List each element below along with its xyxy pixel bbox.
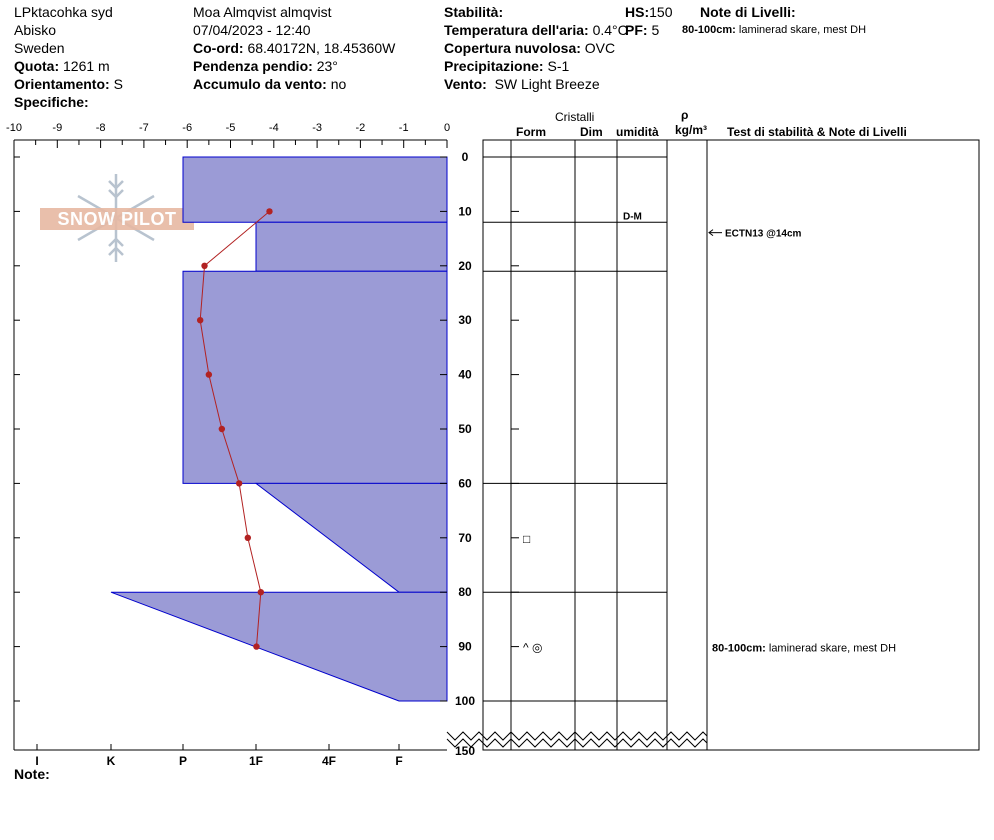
specifics-label: Specifiche:: [14, 94, 89, 110]
stability-test-label: ECTN13 @14cm: [725, 228, 802, 240]
depth-tick-label: 80: [458, 585, 472, 600]
hs-value: 150: [649, 4, 673, 20]
hardness-tick-label: 1F: [248, 754, 264, 768]
depth-tick-label: 30: [458, 313, 472, 328]
snowpilot-logo-text: SNOW PILOT: [40, 208, 194, 230]
temperature-point: [236, 480, 242, 486]
depth-tick-label: 90: [458, 639, 472, 654]
depth-tick-label: 10: [458, 204, 472, 219]
depth-tick-label: 60: [458, 476, 472, 491]
observer-name: Moa Almqvist almqvist: [193, 4, 332, 20]
aspect-value: S: [113, 76, 123, 92]
layer-note-range: 80-100cm:: [712, 642, 769, 655]
size-header: Dim: [580, 125, 603, 139]
layer-table-content: [523, 212, 896, 655]
depth-tick-label: 40: [458, 367, 472, 382]
wind-label: Vento:: [444, 76, 487, 92]
slope-value: 23°: [316, 58, 338, 74]
elevation-label: Quota:: [14, 58, 60, 74]
wind-value: SW Light Breeze: [494, 76, 600, 92]
depth-tick-label: 20: [458, 258, 472, 273]
temp-tick-label: -3: [312, 122, 322, 134]
hardness-ticks: [35, 744, 402, 768]
slope-label: Pendenza pendio:: [193, 58, 313, 74]
country-name: Sweden: [14, 40, 65, 56]
region-name: Abisko: [14, 22, 57, 38]
depth-bottom-label: 150: [454, 744, 476, 758]
layer-note: [712, 643, 896, 655]
hardness-tick-label: 4F: [321, 754, 337, 768]
hardness-layers: [111, 157, 447, 701]
temperature-point: [258, 589, 264, 595]
coord-value: 68.40172N, 18.45360W: [247, 40, 396, 56]
layer-notes-text: laminerad skare, mest DH: [738, 24, 867, 36]
hardness-layer-3: [256, 483, 447, 592]
layer-notes-label: Note di Livelli:: [700, 4, 796, 20]
hardness-tick-label: F: [395, 754, 403, 768]
density-header: kg/m³: [675, 123, 708, 137]
moisture-header: umidità: [616, 125, 659, 139]
temperature-point: [253, 643, 259, 649]
observation-datetime: 07/04/2023 - 12:40: [193, 22, 311, 38]
depth-break-zigzag-2: [447, 739, 707, 747]
cloud-value: OVC: [584, 40, 616, 56]
pf-label: PF:: [625, 22, 648, 38]
hardness-tick-label: K: [106, 754, 116, 768]
note-label: [14, 765, 50, 783]
temp-tick-label: -5: [225, 122, 236, 134]
temp-ticks: [6, 122, 450, 148]
hardness-layer-0: [183, 157, 447, 222]
cloud-label: Copertura nuvolosa:: [444, 40, 581, 56]
temp-tick-label: -4: [268, 122, 279, 134]
note-label-text: Note:: [14, 766, 50, 782]
crystals-header: Cristalli: [555, 110, 595, 124]
pf-value: 5: [651, 22, 660, 38]
grain-form-symbol: □: [523, 531, 531, 546]
air-temp-value: 0.4°C: [592, 22, 628, 38]
precip-value: S-1: [547, 58, 570, 74]
coord-label: Co-ord:: [193, 40, 244, 56]
depth-tick-label: 100: [454, 694, 476, 708]
wind-loading-label: Accumulo da vento:: [193, 76, 327, 92]
moisture-label: D-M: [623, 211, 642, 223]
temp-tick-label: -7: [139, 122, 149, 134]
temp-tick-label: -6: [182, 122, 193, 134]
temperature-point: [245, 535, 251, 541]
stability-label: Stabilità:: [444, 4, 504, 20]
temperature-point: [206, 371, 212, 377]
hardness-tick-label: I: [35, 754, 39, 768]
temp-tick-label: -8: [95, 122, 106, 134]
depth-tick-label: 70: [458, 530, 472, 545]
temp-tick-label: -10: [6, 122, 22, 134]
hardness-layer-1: [256, 222, 447, 271]
temp-tick-label: -2: [355, 122, 366, 134]
hardness-layer-2: [183, 271, 447, 483]
depth-break-zigzag: [447, 732, 707, 740]
layer-note-text: laminerad skare, mest DH: [768, 642, 897, 655]
temp-tick-label: 0: [443, 122, 451, 134]
aspect-label: Orientamento:: [14, 76, 110, 92]
rho-header: ρ: [681, 108, 689, 122]
temp-tick-label: -9: [52, 122, 63, 134]
temperature-point: [197, 317, 203, 323]
temperature-point: [201, 263, 207, 269]
temperature-point: [219, 426, 225, 432]
location-name: LPktacohka syd: [14, 4, 113, 20]
temp-tick-label: -1: [398, 122, 409, 134]
form-header: Form: [516, 125, 546, 139]
hs-label: HS:: [625, 4, 650, 20]
air-temp-label: Temperatura dell'aria:: [444, 22, 589, 38]
elevation-value: 1261 m: [63, 58, 110, 74]
precip-label: Precipitazione:: [444, 58, 544, 74]
depth-tick-label: 0: [461, 150, 469, 164]
depth-tick-label: 50: [458, 422, 472, 436]
temperature-point: [266, 208, 272, 214]
wind-loading-value: no: [330, 76, 347, 92]
hardness-layer-4: [111, 592, 447, 701]
grain-form-symbol: ^ ◎: [523, 640, 543, 655]
layer-notes-range: 80-100cm:: [682, 24, 736, 36]
hardness-tick-label: P: [178, 754, 188, 768]
stability-notes-header: Test di stabilità & Note di Livelli: [727, 125, 907, 139]
